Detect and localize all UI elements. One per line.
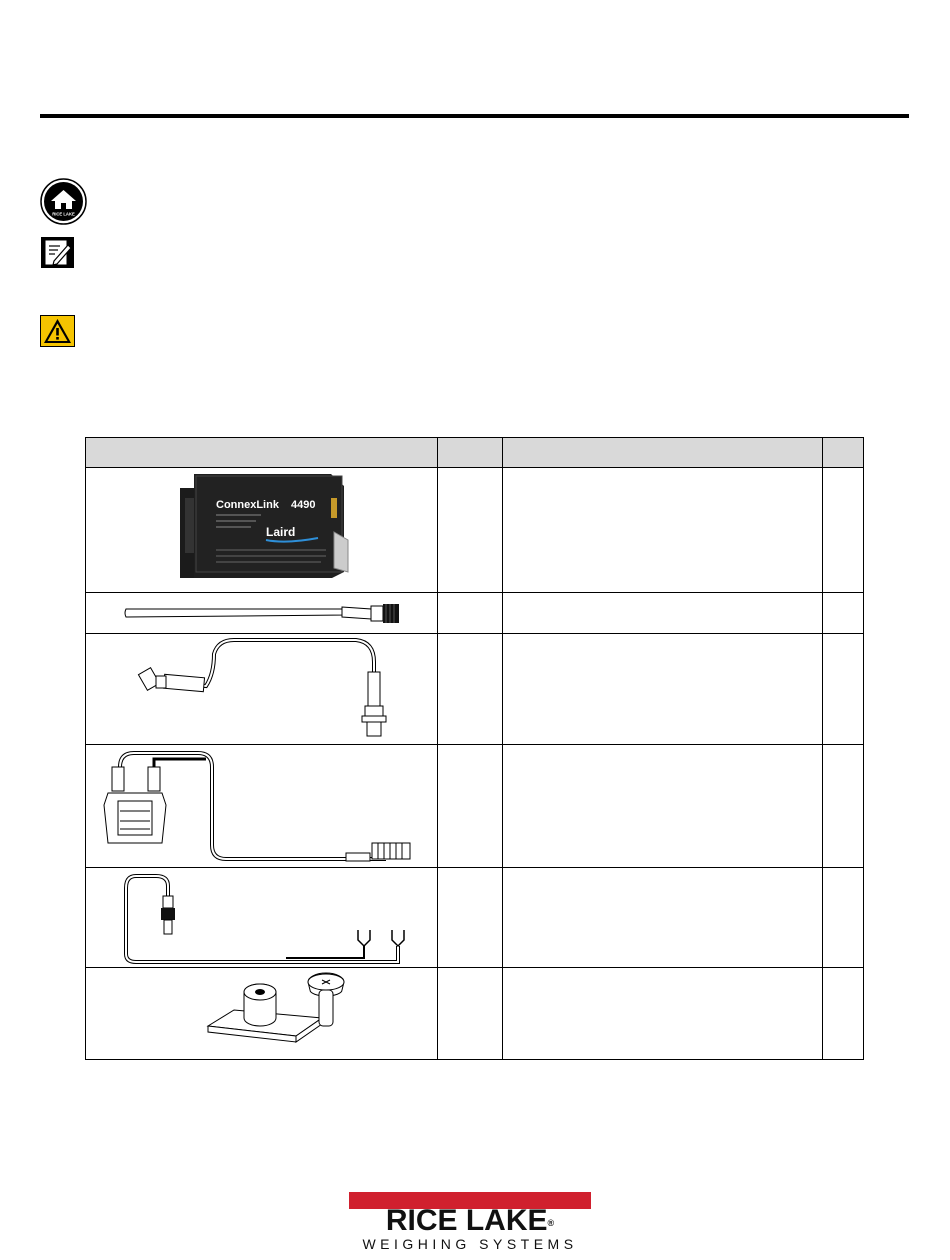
modem-model-label: 4490 (291, 499, 316, 511)
quantity-cell (822, 468, 863, 593)
part-number-cell (438, 745, 502, 868)
description-cell (502, 868, 822, 968)
table-row (86, 634, 864, 745)
home-icon[interactable] (40, 178, 87, 225)
table-row (86, 745, 864, 868)
modem-maker-label: Laird (266, 525, 296, 539)
quantity-cell (822, 745, 863, 868)
logo-registered-mark: ® (547, 1218, 555, 1228)
modem-brand-label: ConnexLink (216, 499, 279, 511)
parts-table (85, 437, 864, 1060)
description-cell (502, 468, 822, 593)
quantity-cell (822, 968, 863, 1060)
description-cell (502, 745, 822, 868)
logo-sub-text: WEIGHING SYSTEMS (362, 1236, 578, 1252)
header-illustration (86, 438, 438, 468)
part-number-cell (438, 868, 502, 968)
description-cell (502, 634, 822, 745)
quantity-cell (822, 868, 863, 968)
part-number-cell (438, 593, 502, 634)
description-cell (502, 593, 822, 634)
header-quantity (822, 438, 863, 468)
part-number-cell (438, 634, 502, 745)
antenna-extension-cable-image (86, 634, 438, 745)
db9-serial-cable-image (86, 745, 438, 868)
table-row (86, 868, 864, 968)
rice-lake-logo (349, 1192, 591, 1252)
header-rule (40, 114, 909, 118)
note-icon (40, 236, 75, 269)
home-badge-text: RICE LAKE (52, 211, 75, 217)
table-row (86, 968, 864, 1060)
antenna-image (86, 593, 438, 634)
description-cell (502, 968, 822, 1060)
quantity-cell (822, 593, 863, 634)
logo-main-text: RICE LAKE (385, 1204, 548, 1237)
table-header-row (86, 438, 864, 468)
connexlink-4490-modem-image (86, 468, 438, 593)
header-description (502, 438, 822, 468)
table-row (86, 468, 864, 593)
header-part-number (438, 438, 502, 468)
warning-icon (40, 315, 75, 347)
part-number-cell (438, 968, 502, 1060)
table-row (86, 593, 864, 634)
power-cable-image (86, 868, 438, 968)
part-number-cell (438, 468, 502, 593)
mounting-standoff-and-screw-image (86, 968, 438, 1060)
quantity-cell (822, 634, 863, 745)
